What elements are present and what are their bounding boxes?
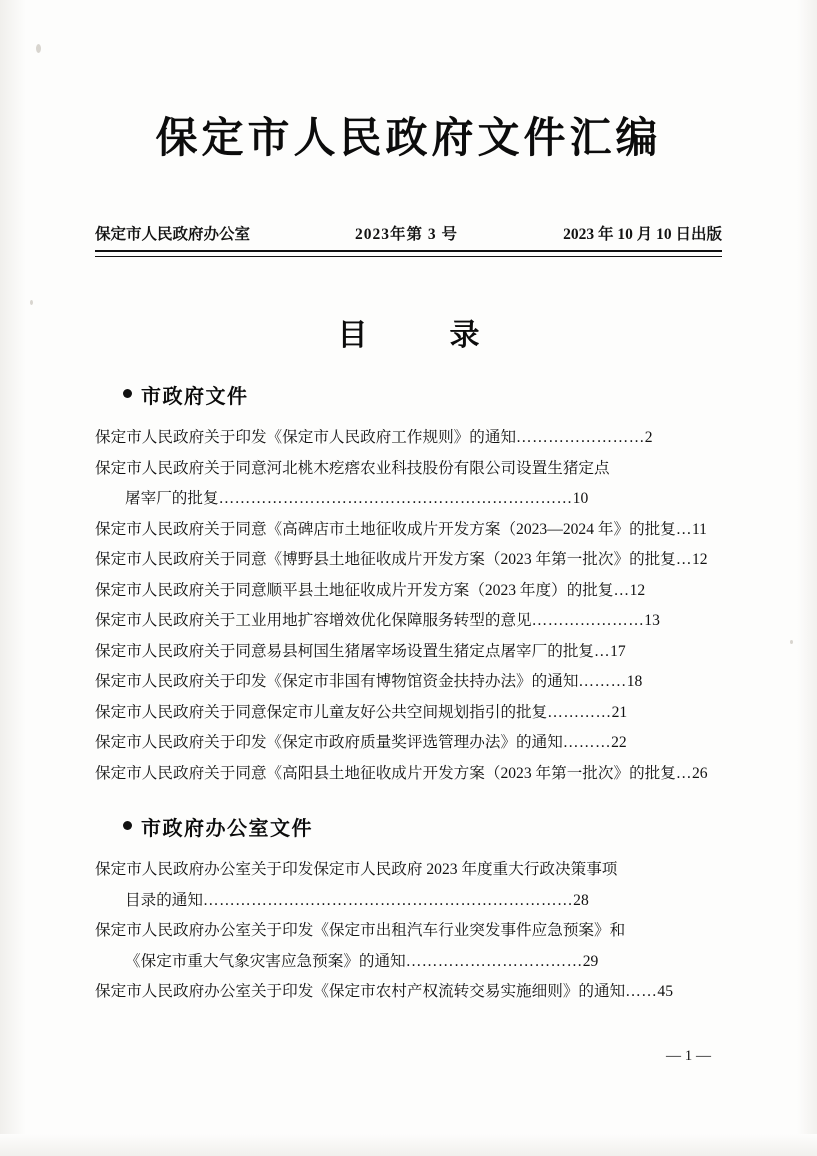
- toc-entry[interactable]: [95, 576, 722, 607]
- toc-leader: ………: [578, 673, 627, 690]
- toc-page-number: 13: [644, 612, 660, 629]
- toc-page-number: 26: [691, 764, 708, 782]
- toc-entry-text: 保定市人民政府关于印发《保定市非国有博物馆资金扶持办法》的通知: [95, 673, 579, 690]
- toc-leader: ……………………………: [405, 952, 583, 970]
- toc-leader: …: [613, 581, 630, 599]
- toc-entry-text: 保定市人民政府关于同意《博野县土地征收成片开发方案（2023 年第一批次》的批复: [95, 551, 676, 568]
- toc-page-number: 2: [644, 429, 653, 446]
- toc-entry-text: 保定市人民政府办公室关于印发《保定市出租汽车行业突发事件应急预案》和: [95, 922, 626, 939]
- masthead-publisher: 保定市人民政府办公室: [95, 226, 251, 243]
- toc-entry[interactable]: [95, 515, 722, 546]
- toc-page-number: 10: [572, 490, 589, 507]
- toc-entry-text: 目录的通知: [125, 891, 203, 909]
- toc-leader: ………: [562, 734, 612, 751]
- toc-entry[interactable]: [95, 606, 722, 637]
- toc-list: [95, 423, 722, 789]
- toc-entry-text: 保定市人民政府关于同意保定市儿童友好公共空间规划指引的批复: [95, 703, 548, 721]
- toc-leader: ……: [625, 983, 658, 1000]
- toc-page-number: 11: [691, 520, 707, 538]
- toc-entry-text: 《保定市重大气象灾害应急预案》的通知: [125, 952, 406, 970]
- toc-leader: …………: [547, 703, 612, 721]
- toc-leader: ……………………: [516, 429, 645, 446]
- toc-entry[interactable]: [95, 855, 722, 916]
- filled-circle-icon: [123, 821, 132, 830]
- toc-page-number: 12: [629, 581, 646, 599]
- masthead-rule-thick: [95, 250, 722, 252]
- masthead-rule-thin: [95, 256, 722, 257]
- toc-entry-text: 保定市人民政府办公室关于印发保定市人民政府 2023 年度重大行政决策事项: [95, 861, 618, 878]
- toc-leader: …: [675, 520, 692, 538]
- section-title-label: 市政府文件: [141, 386, 249, 408]
- toc-leader: …………………: [531, 612, 645, 629]
- toc-entry[interactable]: [95, 454, 722, 515]
- section-government-office-documents: [95, 812, 722, 1008]
- toc-entry[interactable]: [95, 759, 722, 790]
- toc-page-number: 29: [582, 952, 599, 970]
- toc-entry[interactable]: [95, 545, 722, 576]
- toc-entry-text: 保定市人民政府关于同意《高阳县土地征收成片开发方案（2023 年第一批次》的批复: [95, 764, 676, 782]
- toc-entry-text: 保定市人民政府关于印发《保定市政府质量奖评选管理办法》的通知: [95, 734, 563, 751]
- toc-entry[interactable]: [95, 728, 722, 759]
- toc-leader: …: [675, 764, 692, 782]
- toc-entry-text: 屠宰厂的批复: [125, 490, 219, 507]
- toc-page-number: 12: [691, 551, 708, 568]
- toc-leader: …: [594, 642, 611, 660]
- toc-entry[interactable]: [95, 977, 722, 1008]
- masthead-issue: 2023年第 3 号: [355, 226, 459, 243]
- masthead-date: 2023 年 10 月 10 日出版: [563, 226, 722, 243]
- toc-heading: 目 录: [337, 319, 506, 352]
- toc-leader: …………………………………………………………: [218, 490, 573, 507]
- toc-entry-text: 保定市人民政府关于同意河北桃木疙瘩农业科技股份有限公司设置生猪定点: [95, 459, 610, 477]
- document-title: 保定市人民政府文件汇编: [155, 116, 662, 162]
- section-city-government-documents: [95, 380, 722, 789]
- toc-page-number: 22: [611, 734, 627, 751]
- section-title-label: 市政府办公室文件: [141, 818, 313, 840]
- toc-page-number: 45: [657, 983, 673, 1000]
- toc-leader: …: [675, 551, 692, 568]
- section-title: [95, 380, 722, 409]
- section-title: [95, 812, 722, 841]
- toc-entry[interactable]: [95, 637, 722, 668]
- toc-page-number: 18: [626, 673, 643, 690]
- toc-page-number: 28: [573, 891, 589, 909]
- toc-entry[interactable]: [95, 698, 722, 729]
- toc-entry[interactable]: [95, 423, 722, 454]
- toc-page-number: 17: [610, 642, 626, 660]
- toc-entry[interactable]: [95, 916, 722, 977]
- toc-leader: ……………………………………………………………: [202, 891, 574, 909]
- toc-entry-text: 保定市人民政府关于同意《高碑店市土地征收成片开发方案（2023—2024 年》的批复: [95, 520, 676, 538]
- masthead: [95, 222, 722, 244]
- toc-entry[interactable]: [95, 667, 722, 698]
- toc-page-number: 21: [611, 703, 628, 721]
- toc-entry-text: 保定市人民政府关于同意易县柯国生猪屠宰场设置生猪定点屠宰厂的批复: [95, 642, 595, 660]
- toc-entry-text: 保定市人民政府关于印发《保定市人民政府工作规则》的通知: [95, 429, 517, 446]
- toc-entry-text: 保定市人民政府办公室关于印发《保定市农村产权流转交易实施细则》的通知: [95, 983, 626, 1000]
- footer-page-number: — 1 —: [666, 1048, 711, 1064]
- toc-entry-text: 保定市人民政府关于工业用地扩容增效优化保障服务转型的意见: [95, 612, 532, 629]
- filled-circle-icon: [123, 389, 132, 398]
- toc-entry-text: 保定市人民政府关于同意顺平县土地征收成片开发方案（2023 年度）的批复: [95, 581, 614, 599]
- toc-list: [95, 855, 722, 1008]
